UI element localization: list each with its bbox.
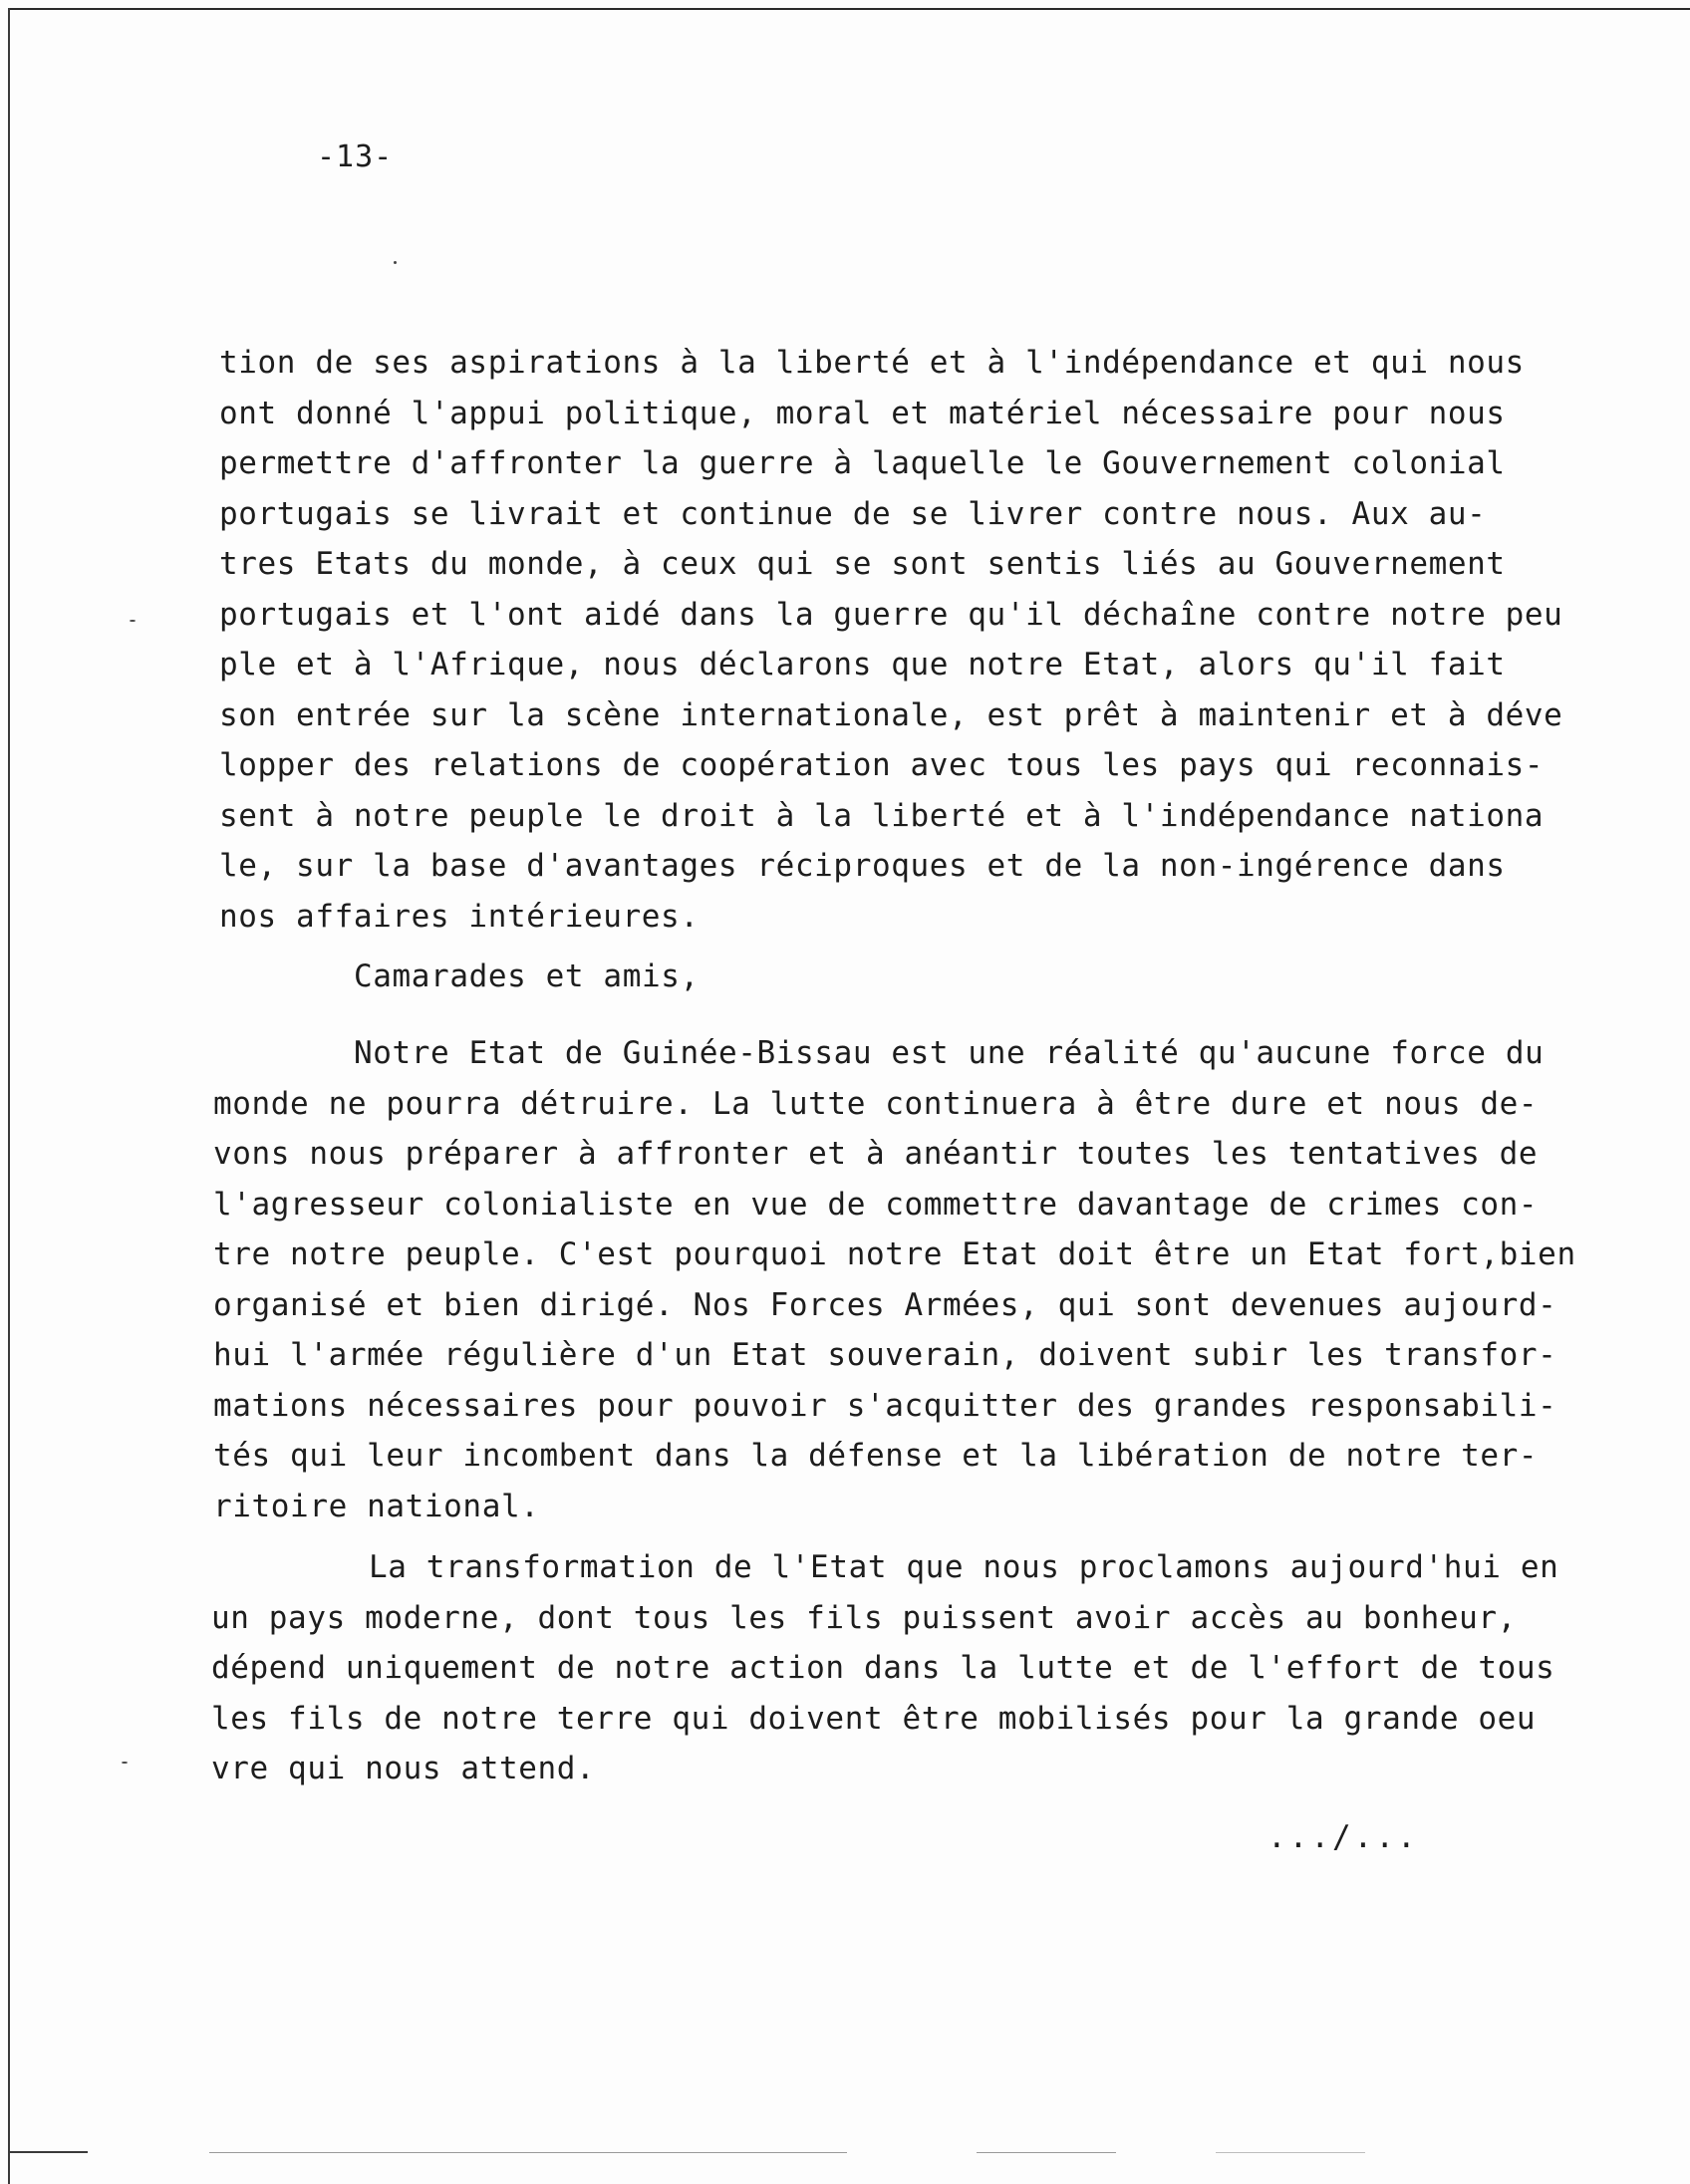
text-line: tés qui leur incombent dans la défense et la libération de notre ter- — [213, 1438, 1539, 1474]
text-line: La transformation de l'Etat que nous proclamons aujourd'hui en — [369, 1549, 1559, 1585]
text-line: monde ne pourra détruire. La lutte continuera à être dure et nous de- — [213, 1085, 1539, 1122]
text-line: tres Etats du monde, à ceux qui se sont sentis liés au Gouvernement — [219, 546, 1506, 582]
bottom-faint-rule — [209, 2152, 847, 2153]
text-line: son entrée sur la scène internationale, est prêt à maintenir et à déve — [219, 696, 1563, 733]
text-line: le, sur la base d'avantages réciproques et de la non-ingérence dans — [219, 848, 1506, 884]
text-line: les fils de notre terre qui doivent être mobilisés pour la grande oeu — [211, 1700, 1537, 1737]
text-line: ple et à l'Afrique, nous déclarons que notre Etat, alors qu'il fait — [219, 647, 1506, 682]
text-line: vons nous préparer à affronter et à anéantir toutes les tentatives de — [213, 1136, 1539, 1172]
text-line: Notre Etat de Guinée-Bissau est une réalité qu'aucune force du — [354, 1035, 1545, 1071]
bottom-faint-rule — [1216, 2152, 1365, 2153]
page-number: -13- — [317, 139, 394, 174]
paragraph-1 — [219, 338, 1614, 942]
text-line: organisé et bien dirigé. Nos Forces Armées, qui sont devenues aujourd- — [213, 1286, 1557, 1323]
text-line: mations nécessaires pour pouvoir s'acquitter des grandes responsabili- — [213, 1387, 1557, 1424]
paragraph-3 — [211, 1542, 1606, 1794]
text-line: portugais et l'ont aidé dans la guerre qu'il déchaîne contre notre peu — [219, 596, 1563, 633]
text-line: portugais se livrait et continue de se livrer contre nous. Aux au- — [219, 495, 1487, 532]
text-line: hui l'armée régulière d'un Etat souverain, doivent subir les transfor- — [213, 1337, 1557, 1373]
continuation-mark: .../... — [1268, 1819, 1419, 1855]
page-top-edge — [8, 8, 1690, 10]
text-line: un pays moderne, dont tous les fils puissent avoir accès au bonheur, — [211, 1599, 1517, 1636]
scan-speck — [394, 261, 397, 264]
text-line: sent à notre peuple le droit à la liberté et à l'indépendance nationa — [219, 797, 1545, 834]
page-bottom-edge — [8, 2151, 88, 2153]
scan-speck — [130, 620, 136, 622]
page-left-edge — [8, 8, 10, 2184]
salutation: Camarades et amis, — [354, 958, 700, 994]
text-line: permettre d'affronter la guerre à laquelle le Gouvernement colonial — [219, 445, 1506, 481]
paragraph-2 — [213, 1028, 1608, 1531]
text-line: nos affaires intérieures. — [219, 898, 700, 935]
bottom-faint-rule — [977, 2152, 1116, 2153]
text-line: dépend uniquement de notre action dans la lutte et de l'effort de tous — [211, 1650, 1555, 1686]
text-line: ritoire national. — [213, 1488, 540, 1524]
text-line: tre notre peuple. C'est pourquoi notre Etat doit être un Etat fort,bien — [213, 1236, 1576, 1272]
text-line: lopper des relations de coopération avec tous les pays qui reconnais- — [219, 747, 1545, 783]
scan-speck — [122, 1762, 128, 1764]
text-line: ont donné l'appui politique, moral et matériel nécessaire pour nous — [219, 395, 1506, 431]
text-line: l'agresseur colonialiste en vue de commettre davantage de crimes con- — [213, 1186, 1539, 1223]
text-line: vre qui nous attend. — [211, 1751, 596, 1786]
text-line: tion de ses aspirations à la liberté et à l'indépendance et qui nous — [219, 345, 1525, 381]
